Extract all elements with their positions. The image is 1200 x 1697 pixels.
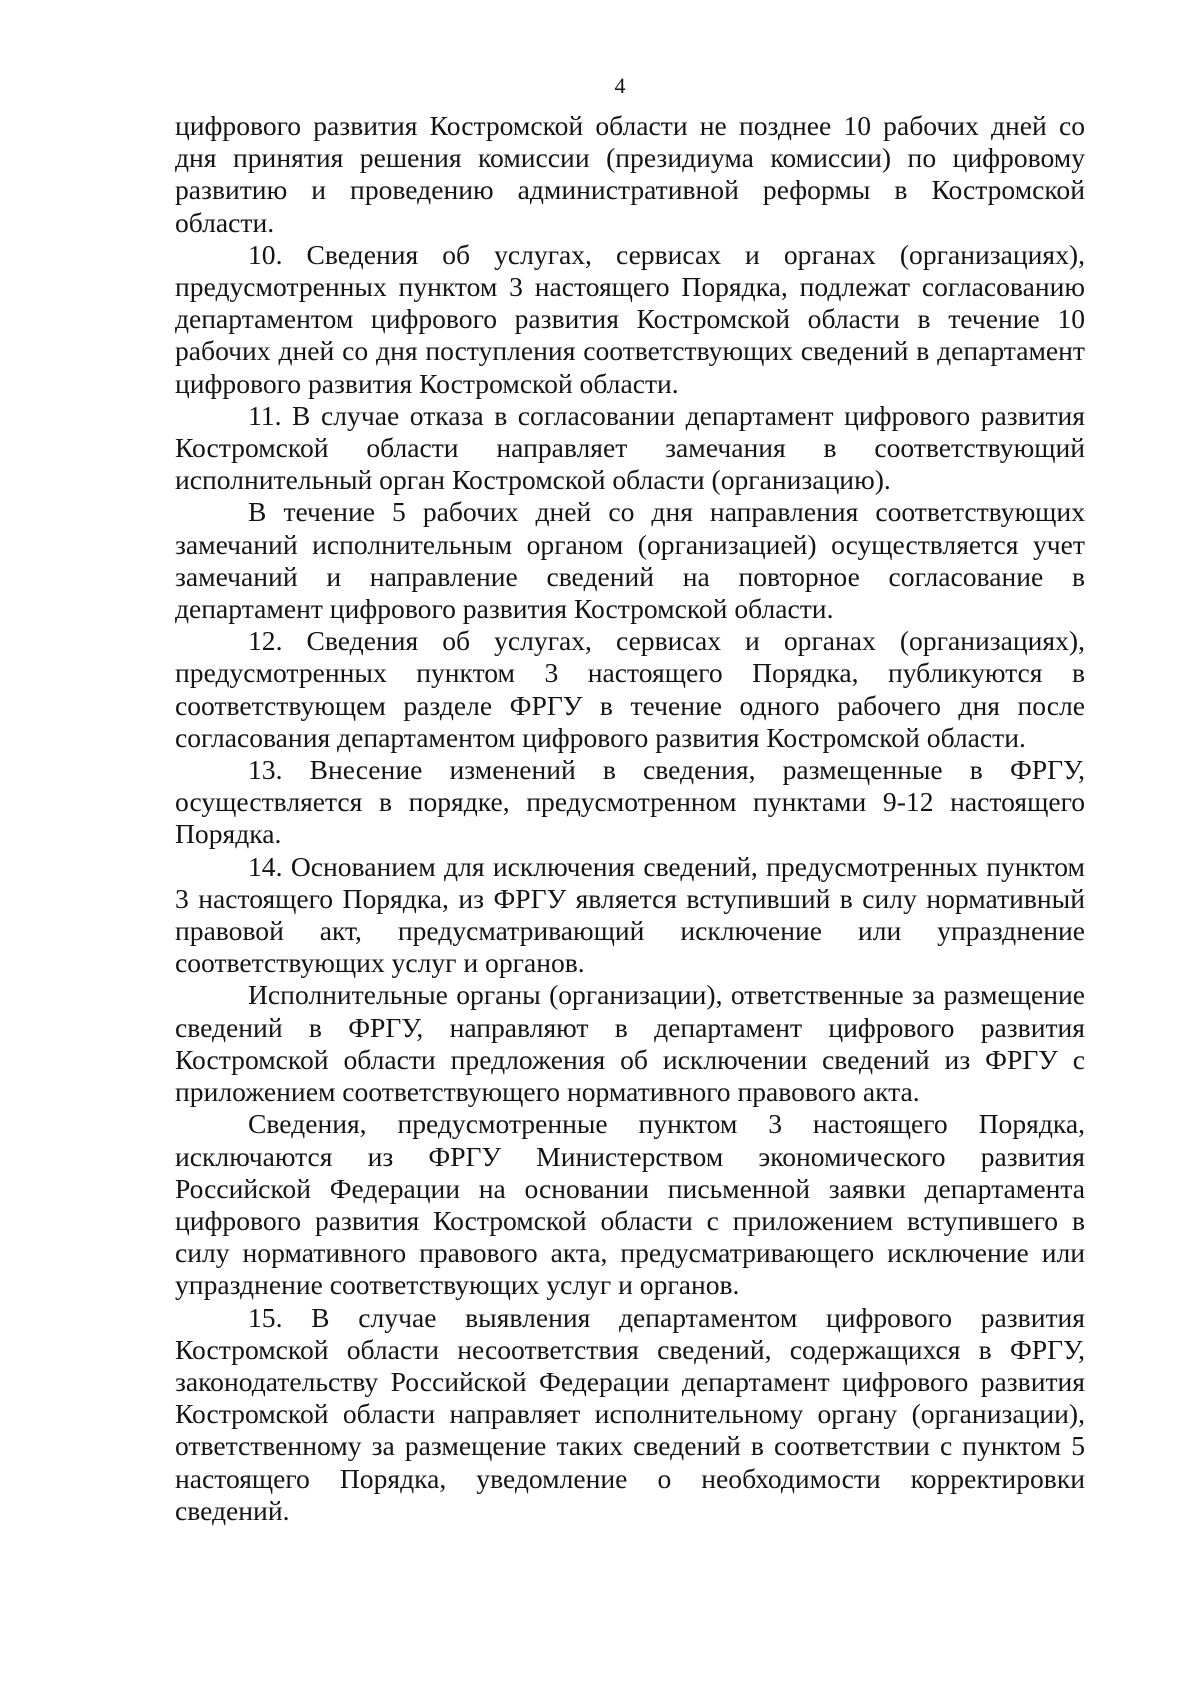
paragraph-item-12: 12. Сведения об услугах, сервисах и органах (организациях), предусмотренных пунктом 3 настоящего Порядка, публикуются в соответствующем разделе ФРГУ в течение одного рабочего дня после согласования департаментом цифрового развития Костромской области. [175, 625, 1085, 753]
page-number: 4 [614, 73, 626, 98]
paragraph-item-14-cont-1: Исполнительные органы (организации), ответственные за размещение сведений в ФРГУ, направляют в департамент цифрового развития Костромской области предложения об исключении сведений из ФРГУ с приложением соответствующего нормативного правового акта. [175, 979, 1085, 1108]
document-body [175, 110, 1085, 1527]
paragraph-item-11-cont: В течение 5 рабочих дней со дня направления соответствующих замечаний исполнительным органом (организацией) осуществляется учет замечаний и направление сведений на повторное согласование в департамент цифрового развития Костромской области. [175, 496, 1085, 625]
paragraph-item-15: 15. В случае выявления департаментом цифрового развития Костромской области несоответствия сведений, содержащихся в ФРГУ, законодательству Российской Федерации департамент цифрового развития Костромской области направляет исполнительному органу (организации), ответственному за размещение таких сведений в соответствии с пунктом 5 настоящего Порядка, уведомление о необходимости корректировки сведений. [175, 1301, 1085, 1526]
paragraph-continuation: цифрового развития Костромской области не позднее 10 рабочих дней со дня принятия решения комиссии (президиума комиссии) по цифровому развитию и проведению административной реформы в Костромской области. [175, 110, 1085, 238]
paragraph-item-14-cont-2: Сведения, предусмотренные пунктом 3 настоящего Порядка, исключаются из ФРГУ Министерством экономического развития Российской Федерации на основании письменной заявки департамента цифрового развития Костромской области с приложением вступившего в силу нормативного правового акта, предусматривающего исключение или упразднение соответствующих услуг и органов. [175, 1108, 1085, 1301]
paragraph-item-10: 10. Сведения об услугах, сервисах и органах (организациях), предусмотренных пунктом 3 настоящего Порядка, подлежат согласованию департаментом цифрового развития Костромской области в течение 10 рабочих дней со дня поступления соответствующих сведений в департамент цифрового развития Костромской области. [175, 238, 1085, 399]
paragraph-item-11: 11. В случае отказа в согласовании департамент цифрового развития Костромской области направляет замечания в соответствующий исполнительный орган Костромской области (организацию). [175, 399, 1085, 496]
paragraph-item-13: 13. Внесение изменений в сведения, размещенные в ФРГУ, осуществляется в порядке, предусмотренном пунктами 9-12 настоящего Порядка. [175, 754, 1085, 850]
paragraph-item-14: 14. Основанием для исключения сведений, предусмотренных пунктом 3 настоящего Порядка, из ФРГУ является вступивший в силу нормативный правовой акт, предусматривающий исключение или упразднение соответствующих услуг и органов. [175, 850, 1085, 979]
